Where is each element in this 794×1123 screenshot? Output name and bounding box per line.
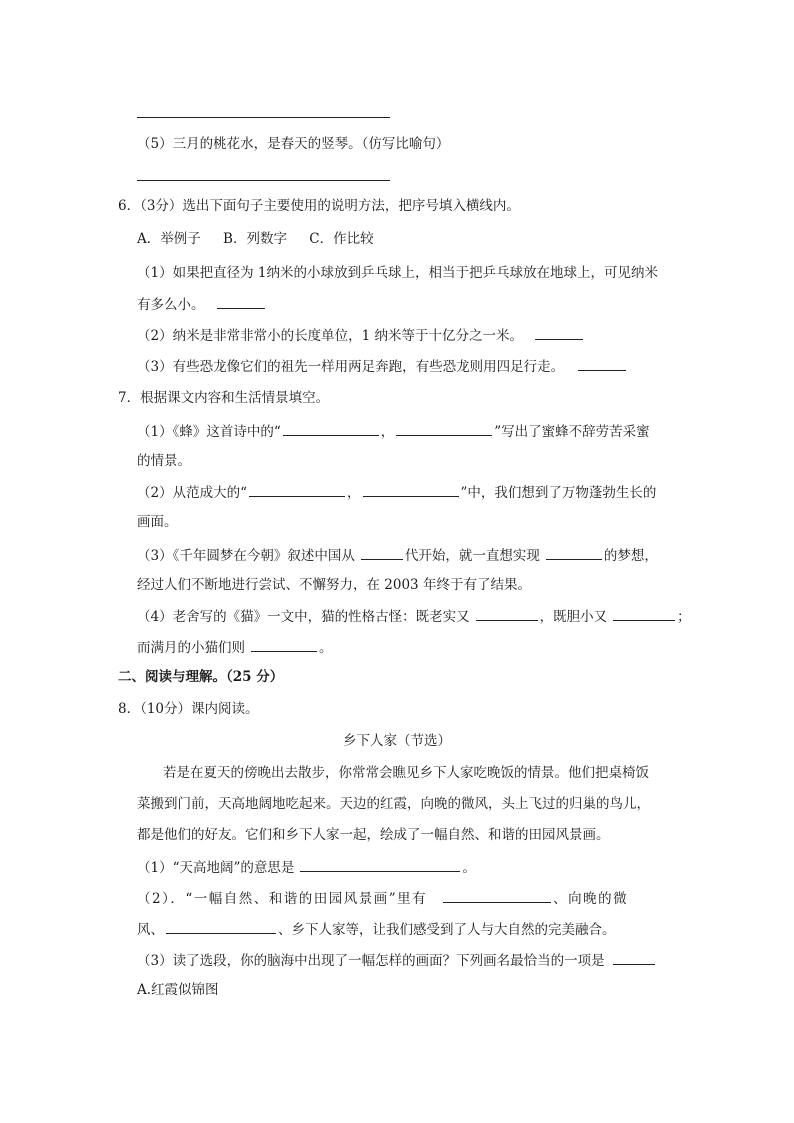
semicolon: ； [677, 609, 691, 625]
q8-sub1-text: （1）“天高地阔”的意思是 [137, 860, 295, 876]
answer-blank[interactable] [249, 482, 345, 497]
q5-item5: （5）三月的桃花水，是春天的竖琴。（仿写比喻句） [137, 136, 450, 152]
comma: ， [347, 485, 361, 501]
answer-blank[interactable] [613, 950, 655, 965]
passage-line: 菜搬到门前，天高地阔地吃起来。天边的红霞，向晚的微风，头上飞过的归巢的鸟儿， [137, 796, 650, 812]
answer-line[interactable] [137, 117, 390, 118]
q7-item3-text: （3）《千年圆梦在今朝》叙述中国从 [137, 548, 355, 564]
answer-blank[interactable] [443, 888, 551, 903]
answer-blank[interactable] [476, 606, 538, 621]
q7-item1-text: ”写出了蜜蜂不辞劳苦采蜜 [494, 424, 650, 440]
q7-item4-line2 [137, 637, 333, 657]
passage-title: 乡下人家（节选） [343, 733, 451, 749]
q7-item3 [137, 545, 658, 565]
q7-item1-line2: 的情景。 [137, 453, 191, 469]
option-c: C．作比较 [309, 231, 374, 247]
q7-item4 [137, 606, 691, 626]
passage-line: 若是在夏天的傍晚出去散步，你常常会瞧见乡下人家吃晚饭的情景。他们把桌椅饭 [163, 765, 649, 781]
q7-item3-line2: 经过人们不断地进行尝试、不懈努力，在 2003 年终于有了结果。 [137, 577, 531, 593]
answer-blank[interactable] [251, 637, 317, 652]
q6-item1-line1: （1）如果把直径为 1纳米的小球放到乒乓球上，相当于把乒乓球放在地球上，可见纳米 [137, 265, 658, 281]
q8-sub2-text: 、向晚的微 [553, 891, 629, 907]
answer-blank[interactable] [300, 857, 460, 872]
period: 。 [319, 640, 333, 656]
q7-item3-text: 代开始，就一直想实现 [404, 548, 540, 564]
answer-line[interactable] [137, 180, 390, 181]
q7-item1-text: （1）《蜂》这首诗中的“ [137, 424, 281, 440]
q8-sub2 [137, 888, 628, 908]
answer-blank[interactable] [546, 545, 602, 560]
q6-item2-text: （2）纳米是非常非常小的长度单位，1 纳米等于十亿分之一米。 [137, 328, 523, 344]
q7-item4-text: 而满月的小猫们则 [137, 640, 245, 656]
q7-item2-line2: 画面。 [137, 514, 178, 530]
answer-blank[interactable] [613, 606, 675, 621]
q8-sub3 [137, 950, 657, 970]
answer-blank[interactable] [578, 356, 626, 371]
q6-options [137, 230, 374, 248]
q8-sub2-text: 、乡下人家等，让我们感受到了人与大自然的完美融合。 [278, 922, 616, 938]
option-b: B．列数字 [223, 231, 287, 247]
section-heading: 二、阅读与理解。（25 分） [118, 669, 284, 685]
answer-blank[interactable] [361, 545, 403, 560]
option-a: A．举例子 [137, 231, 201, 247]
q8-sub2-text: 风、 [137, 922, 164, 938]
q6-stem: 6．（3分）选出下面句子主要使用的说明方法，把序号填入横线内。 [118, 198, 520, 214]
q7-item4-text: （4）老舍写的《猫》一文中，猫的性格古怪：既老实又 [137, 609, 470, 625]
q7-item1 [137, 421, 650, 441]
period: 。 [462, 860, 476, 876]
q8-sub3-text: （3）读了选段，你的脑海中出现了一幅怎样的画面？下列画名最恰当的一项是 [137, 953, 605, 969]
answer-blank[interactable] [535, 325, 583, 340]
q6-item1-text: 有多么小。 [137, 297, 205, 313]
answer-blank[interactable] [217, 294, 265, 309]
answer-blank[interactable] [283, 421, 379, 436]
answer-blank[interactable] [363, 482, 459, 497]
q7-item2-text: （2）从范成大的“ [137, 485, 247, 501]
q8-sub2-line2 [137, 919, 616, 939]
q8-option-a: A.红霞似锦图 [137, 982, 219, 998]
q7-item4-text: ，既胆小又 [539, 609, 608, 625]
comma: ， [380, 424, 395, 440]
answer-blank[interactable] [396, 421, 492, 436]
q6-item3 [137, 356, 628, 376]
q7-item2 [137, 482, 656, 502]
q8-sub1 [137, 857, 476, 877]
q6-item2 [137, 325, 585, 345]
q8-sub2-text: （2）．“一幅自然、和谐的田园风景画”里有 [137, 891, 428, 907]
answer-blank[interactable] [166, 919, 276, 934]
q8-stem: 8．（10分）课内阅读。 [118, 701, 259, 717]
q7-stem: 7．根据课文内容和生活情景填空。 [118, 390, 330, 406]
q6-item1-line2 [137, 294, 267, 314]
q7-item2-text: ”中，我们想到了万物蓬勃生长的 [460, 485, 657, 501]
q6-item3-text: （3）有些恐龙像它们的祖先一样用两足奔跑，有些恐龙则用四足行走。 [137, 359, 565, 375]
q7-item3-text: 的梦想， [603, 548, 658, 564]
passage-line: 都是他们的好友。它们和乡下人家一起，绘成了一幅自然、和谐的田园风景画。 [137, 827, 610, 843]
